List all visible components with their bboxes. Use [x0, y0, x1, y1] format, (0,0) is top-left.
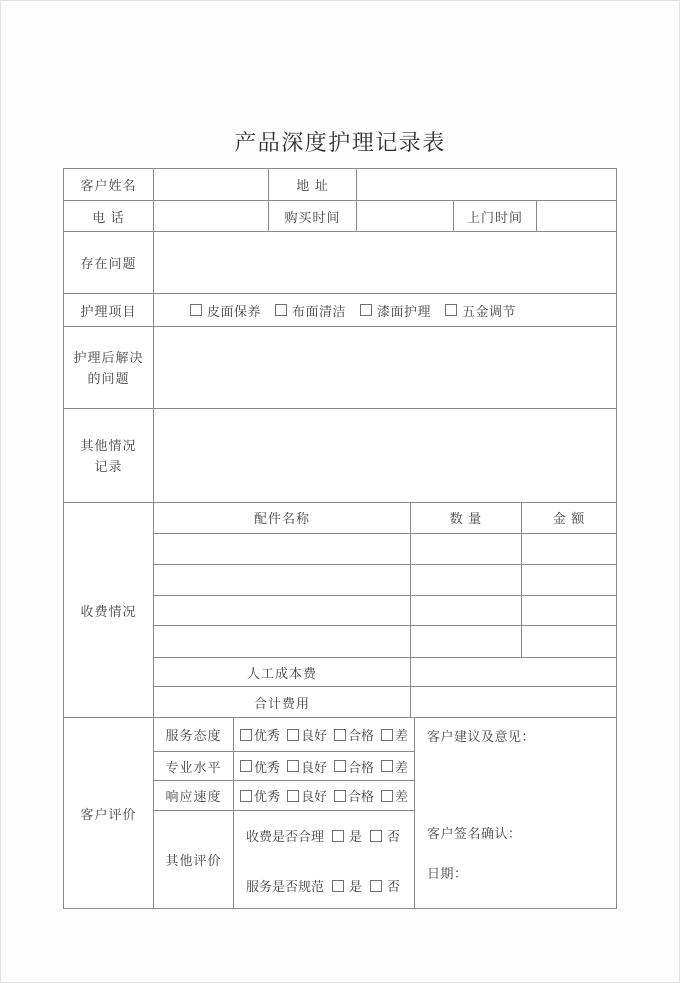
charges-header-row — [154, 503, 616, 534]
other-records-label — [64, 409, 154, 502]
checkbox-icon[interactable] — [381, 790, 393, 802]
labor-cost-label: 人工成本费 — [154, 658, 411, 686]
no-option[interactable] — [370, 826, 402, 845]
rating-row-professional-level — [154, 752, 414, 781]
rating-option-label: 良好 — [300, 759, 327, 775]
rating-option-excellent[interactable] — [240, 725, 280, 744]
checkbox-icon[interactable] — [190, 304, 202, 316]
accessory-name-input[interactable] — [154, 596, 411, 626]
rating-option-label: 合格 — [348, 728, 375, 743]
solved-problems-label-line2: 的问题 — [87, 370, 130, 386]
date-label: 日期： — [427, 866, 468, 881]
question-service-standard — [246, 876, 402, 895]
yes-no-options — [332, 876, 402, 895]
criterion-label: 响应速度 — [154, 781, 234, 810]
care-option-paint[interactable] — [360, 301, 431, 320]
row-phone-times — [64, 201, 616, 232]
phone-label: 电 话 — [64, 201, 154, 231]
no-label: 否 — [386, 829, 402, 844]
rating-option-excellent[interactable] — [240, 786, 280, 805]
customer-name-label: 客户姓名 — [64, 169, 154, 200]
rating-option-label: 优秀 — [253, 728, 280, 743]
rating-option-good[interactable] — [287, 725, 327, 744]
care-option-fabric[interactable] — [275, 301, 346, 320]
checkbox-icon[interactable] — [287, 790, 299, 802]
charges-label: 收费情况 — [64, 503, 154, 717]
row-charges — [64, 503, 616, 718]
criterion-label: 服务态度 — [154, 718, 234, 751]
total-cost-row — [154, 687, 616, 717]
checkbox-icon[interactable] — [370, 880, 382, 892]
other-evaluation-row — [154, 811, 414, 908]
quantity-header: 数 量 — [411, 503, 522, 533]
accessory-qty-input[interactable] — [411, 596, 522, 626]
rating-row-response-speed — [154, 781, 414, 811]
rating-option-excellent[interactable] — [240, 757, 280, 776]
accessory-amount-input[interactable] — [522, 534, 616, 564]
suggestion-label: 客户建议及意见： — [427, 729, 536, 744]
yes-no-options — [332, 826, 402, 845]
checkbox-icon[interactable] — [240, 790, 252, 802]
rating-row-service-attitude — [154, 718, 414, 752]
labor-cost-row — [154, 658, 616, 687]
rating-options — [234, 781, 414, 810]
no-label: 否 — [386, 879, 402, 894]
rating-option-label: 良好 — [300, 728, 327, 743]
visit-time-label: 上门时间 — [454, 201, 537, 231]
care-option-label: 皮面保养 — [206, 303, 261, 319]
other-records-label-line2: 记录 — [94, 458, 123, 474]
row-solved-problems — [64, 327, 616, 409]
customer-feedback-cell[interactable] — [415, 718, 616, 908]
rating-option-poor[interactable] — [381, 757, 408, 776]
question-label: 服务是否规范 — [246, 879, 325, 894]
signature-label: 客户签名确认： — [427, 826, 522, 841]
checkbox-icon[interactable] — [334, 760, 346, 772]
rating-option-label: 合格 — [348, 789, 375, 804]
purchase-time-input[interactable] — [357, 201, 454, 231]
care-option-label: 漆面护理 — [377, 303, 432, 319]
rating-option-label: 差 — [395, 789, 409, 804]
checkbox-icon[interactable] — [370, 830, 382, 842]
row-other-records — [64, 409, 616, 503]
accessory-name-input[interactable] — [154, 565, 411, 595]
accessory-name-input[interactable] — [154, 626, 411, 657]
rating-options — [234, 718, 414, 751]
rating-option-label: 差 — [395, 759, 409, 775]
checkbox-icon[interactable] — [360, 304, 372, 316]
address-input[interactable] — [357, 169, 616, 200]
solved-problems-input[interactable] — [154, 327, 616, 408]
accessory-row — [154, 534, 616, 565]
accessory-row — [154, 565, 616, 596]
accessory-qty-input[interactable] — [411, 565, 522, 595]
rating-option-label: 差 — [395, 728, 409, 743]
charges-subtable — [154, 503, 616, 717]
form-title: 产品深度护理记录表 — [234, 130, 446, 155]
rating-option-label: 优秀 — [253, 789, 280, 804]
rating-option-label: 良好 — [300, 789, 327, 804]
rating-option-good[interactable] — [287, 786, 327, 805]
accessory-amount-input[interactable] — [522, 596, 616, 626]
rating-option-good[interactable] — [287, 757, 327, 776]
accessory-qty-input[interactable] — [411, 626, 522, 657]
rating-option-label: 合格 — [348, 759, 375, 775]
yes-option[interactable] — [332, 876, 364, 895]
checkbox-icon[interactable] — [334, 790, 346, 802]
checkbox-icon[interactable] — [334, 729, 346, 741]
accessory-row — [154, 596, 616, 627]
other-evaluation-questions — [234, 811, 414, 908]
rating-option-label: 优秀 — [253, 759, 280, 775]
existing-problems-label: 存在问题 — [64, 232, 154, 293]
checkbox-icon[interactable] — [240, 729, 252, 741]
care-option-hardware[interactable] — [445, 301, 516, 320]
accessory-name-header: 配件名称 — [154, 503, 411, 533]
evaluation-label: 客户评价 — [64, 718, 154, 908]
customer-name-input[interactable] — [154, 169, 269, 200]
care-option-label: 布面清洁 — [291, 303, 346, 319]
checkbox-icon[interactable] — [381, 729, 393, 741]
care-items-label: 护理项目 — [64, 294, 154, 326]
other-evaluation-label: 其他评价 — [154, 811, 234, 908]
yes-label: 是 — [348, 879, 364, 894]
accessory-row — [154, 626, 616, 658]
checkbox-icon[interactable] — [332, 880, 344, 892]
care-items-options — [154, 294, 616, 326]
row-existing-problems — [64, 232, 616, 294]
total-cost-label: 合计费用 — [154, 687, 411, 717]
rating-option-pass[interactable] — [334, 725, 374, 744]
solved-problems-label-line1: 护理后解决 — [73, 349, 144, 365]
amount-header: 金 额 — [552, 511, 586, 527]
rating-option-pass[interactable] — [334, 757, 374, 776]
accessory-amount-input[interactable] — [522, 626, 616, 657]
rating-option-pass[interactable] — [334, 786, 374, 805]
purchase-time-label: 购买时间 — [269, 201, 357, 231]
other-records-input[interactable] — [154, 409, 616, 502]
checkbox-icon[interactable] — [445, 304, 457, 316]
question-label: 收费是否合理 — [246, 829, 325, 844]
row-evaluation — [64, 718, 616, 908]
yes-label: 是 — [348, 829, 364, 844]
checkbox-icon[interactable] — [287, 729, 299, 741]
question-fee-reasonable — [246, 826, 402, 845]
rating-options — [234, 752, 414, 780]
care-record-form-table — [63, 168, 617, 909]
labor-cost-input[interactable] — [411, 658, 616, 686]
checkbox-icon[interactable] — [240, 760, 252, 772]
rating-option-poor[interactable] — [381, 725, 408, 744]
address-label: 地 址 — [269, 169, 357, 200]
checkbox-icon[interactable] — [275, 304, 287, 316]
total-cost-input[interactable] — [411, 687, 616, 717]
checkbox-icon[interactable] — [332, 830, 344, 842]
evaluation-subtable — [154, 718, 415, 908]
accessory-name-input[interactable] — [154, 534, 411, 564]
other-records-label-line1: 其他情况 — [80, 437, 137, 453]
row-care-items — [64, 294, 616, 327]
existing-problems-input[interactable] — [154, 232, 616, 293]
care-option-label: 五金调节 — [462, 303, 517, 319]
phone-input[interactable] — [154, 201, 269, 231]
care-option-leather[interactable] — [190, 301, 261, 320]
rating-option-poor[interactable] — [381, 786, 408, 805]
accessory-qty-input[interactable] — [411, 534, 522, 564]
accessory-amount-input[interactable] — [522, 565, 616, 595]
row-customer-address — [64, 169, 616, 201]
visit-time-input[interactable] — [537, 201, 616, 231]
checkbox-icon[interactable] — [287, 760, 299, 772]
checkbox-icon[interactable] — [381, 760, 393, 772]
no-option[interactable] — [370, 876, 402, 895]
solved-problems-label — [64, 327, 154, 408]
criterion-label: 专业水平 — [154, 752, 234, 780]
yes-option[interactable] — [332, 826, 364, 845]
